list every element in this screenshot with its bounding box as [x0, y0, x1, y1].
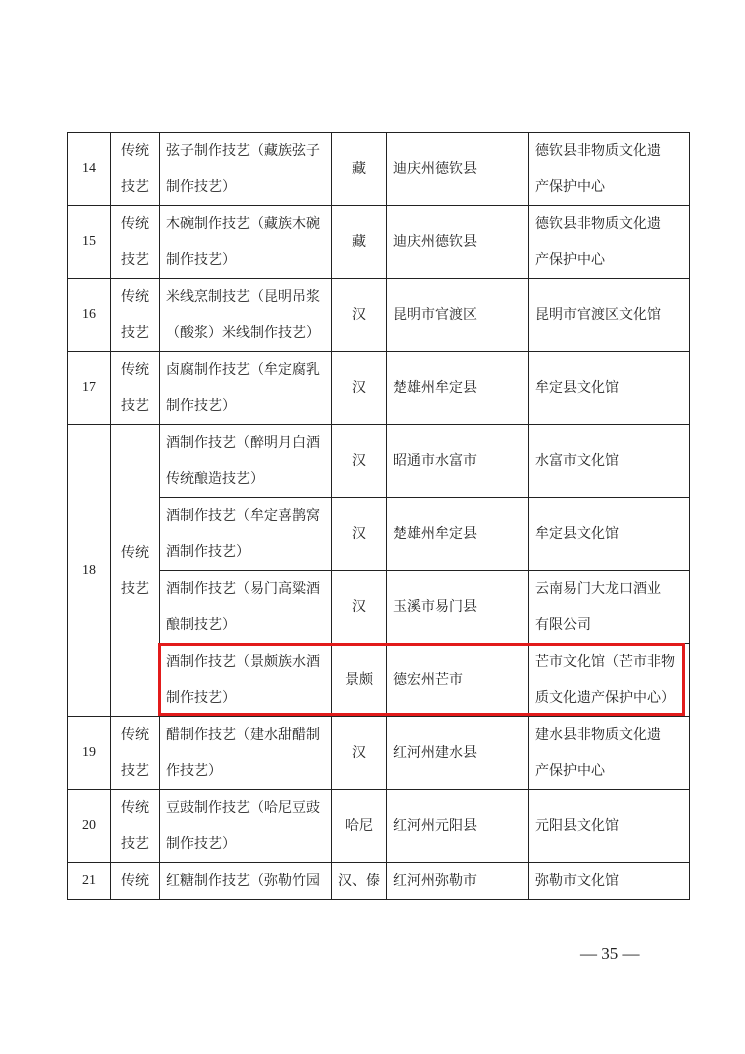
item-name-cell-line: 醋制作技艺（建水甜醋制	[166, 727, 320, 743]
category-cell-line: 传统	[121, 544, 149, 561]
item-name-cell-line: 制作技艺）	[166, 836, 236, 852]
table-row	[68, 644, 690, 717]
ethnicity-cell: 汉	[332, 352, 387, 425]
region-cell: 昭通市水富市	[387, 425, 529, 498]
row-number: 20	[68, 790, 111, 863]
item-name-cell-line: 制作技艺）	[166, 398, 236, 414]
category-cell-line: 技艺	[121, 179, 149, 195]
category-cell-line: 技艺	[121, 836, 149, 852]
region-cell: 德宏州芒市	[387, 644, 529, 717]
item-name-cell-line: 米线烹制技艺（昆明吊浆	[166, 289, 320, 305]
table-row	[68, 425, 690, 498]
item-name-cell-line: 制作技艺）	[166, 252, 236, 268]
item-name-cell	[160, 571, 332, 644]
unit-cell-line: 产保护中心	[535, 179, 605, 195]
ethnicity-cell: 藏	[332, 133, 387, 206]
item-name-cell-line: 卤腐制作技艺（牟定腐乳	[166, 362, 320, 378]
unit-cell	[529, 571, 690, 644]
ethnicity-cell: 景颇	[332, 644, 387, 717]
unit-cell	[529, 352, 690, 425]
row-number: 18	[68, 425, 111, 717]
ethnicity-cell: 哈尼	[332, 790, 387, 863]
table-row	[68, 498, 690, 571]
unit-cell	[529, 206, 690, 279]
table-row	[68, 790, 690, 863]
item-name-cell-line: 豆豉制作技艺（哈尼豆豉	[166, 800, 320, 816]
unit-cell	[529, 133, 690, 206]
item-name-cell-line: （酸浆）米线制作技艺）	[166, 325, 320, 341]
unit-cell-line: 建水县非物质文化遗	[535, 727, 661, 743]
unit-cell-line: 水富市文化馆	[535, 453, 619, 469]
row-number: 16	[68, 279, 111, 352]
item-name-cell	[160, 206, 332, 279]
item-name-cell-line: 红糖制作技艺（弥勒竹园	[166, 873, 320, 889]
item-name-cell	[160, 644, 332, 717]
unit-cell-line: 牟定县文化馆	[535, 526, 619, 542]
item-name-cell	[160, 717, 332, 790]
item-name-cell	[160, 425, 332, 498]
category-cell-line: 技艺	[121, 763, 149, 779]
table-row	[68, 206, 690, 279]
unit-cell-line: 产保护中心	[535, 252, 605, 268]
item-name-cell	[160, 133, 332, 206]
unit-cell-line: 元阳县文化馆	[535, 818, 619, 834]
item-name-cell	[160, 863, 332, 900]
table-body	[68, 133, 690, 900]
ethnicity-cell: 汉	[332, 425, 387, 498]
ethnicity-cell: 汉	[332, 717, 387, 790]
category-cell-line: 技艺	[121, 398, 149, 414]
table-row	[68, 279, 690, 352]
region-cell: 红河州建水县	[387, 717, 529, 790]
category-cell	[111, 352, 160, 425]
region-cell: 楚雄州牟定县	[387, 498, 529, 571]
item-name-cell-line: 酒制作技艺（醉明月白酒	[166, 435, 320, 451]
row-number: 14	[68, 133, 111, 206]
unit-cell-line: 云南易门大龙口酒业	[535, 581, 661, 597]
unit-cell-line: 产保护中心	[535, 763, 605, 779]
table-row	[68, 352, 690, 425]
category-cell-line: 技艺	[121, 325, 149, 341]
unit-cell	[529, 863, 690, 900]
category-cell-line: 传统	[121, 727, 149, 743]
ethnicity-cell: 汉	[332, 571, 387, 644]
category-cell	[111, 425, 160, 717]
region-cell: 迪庆州德钦县	[387, 133, 529, 206]
heritage-table	[67, 132, 690, 900]
region-cell: 红河州弥勒市	[387, 863, 529, 900]
item-name-cell-line: 弦子制作技艺（藏族弦子	[166, 143, 320, 159]
table-row	[68, 863, 690, 900]
category-cell-line: 传统	[121, 216, 149, 232]
item-name-cell-line: 传统酿造技艺）	[166, 471, 264, 487]
unit-cell-line: 昆明市官渡区文化馆	[535, 307, 661, 323]
category-cell-line: 技艺	[121, 252, 149, 268]
item-name-cell-line: 酒制作技艺（易门高粱酒	[166, 581, 320, 597]
row-number: 19	[68, 717, 111, 790]
category-cell	[111, 790, 160, 863]
unit-cell	[529, 425, 690, 498]
ethnicity-cell: 汉	[332, 279, 387, 352]
item-name-cell-line: 制作技艺）	[166, 179, 236, 195]
unit-cell-line: 质文化遗产保护中心）	[535, 690, 675, 706]
item-name-cell-line: 酒制作技艺）	[166, 544, 250, 560]
unit-cell	[529, 279, 690, 352]
unit-cell-line: 德钦县非物质文化遗	[535, 216, 661, 232]
item-name-cell-line: 制作技艺）	[166, 690, 236, 706]
row-number: 15	[68, 206, 111, 279]
region-cell: 迪庆州德钦县	[387, 206, 529, 279]
category-cell-line: 技艺	[121, 580, 149, 597]
unit-cell-line: 有限公司	[535, 617, 591, 633]
category-cell-line: 传统	[121, 143, 149, 159]
row-number: 17	[68, 352, 111, 425]
category-cell	[111, 717, 160, 790]
item-name-cell-line: 木碗制作技艺（藏族木碗	[166, 216, 320, 232]
item-name-cell-line: 酒制作技艺（景颇族水酒	[166, 654, 320, 670]
category-cell-line: 传统	[121, 362, 149, 378]
table-row	[68, 717, 690, 790]
ethnicity-cell: 汉	[332, 498, 387, 571]
category-cell	[111, 133, 160, 206]
unit-cell	[529, 717, 690, 790]
page-number: — 35 —	[580, 944, 640, 963]
category-cell-line: 传统	[121, 289, 149, 305]
category-cell	[111, 206, 160, 279]
category-cell	[111, 279, 160, 352]
unit-cell-line: 芒市文化馆（芒市非物	[535, 654, 675, 670]
item-name-cell	[160, 498, 332, 571]
row-number: 21	[68, 863, 111, 900]
item-name-cell	[160, 790, 332, 863]
category-cell	[111, 863, 160, 900]
category-cell-line: 传统	[121, 873, 149, 889]
region-cell: 玉溪市易门县	[387, 571, 529, 644]
item-name-cell-line: 酿制技艺）	[166, 617, 236, 633]
item-name-cell-line: 酒制作技艺（牟定喜鹊窝	[166, 508, 320, 524]
unit-cell	[529, 498, 690, 571]
unit-cell	[529, 644, 690, 717]
ethnicity-cell: 藏	[332, 206, 387, 279]
region-cell: 楚雄州牟定县	[387, 352, 529, 425]
region-cell: 昆明市官渡区	[387, 279, 529, 352]
region-cell: 红河州元阳县	[387, 790, 529, 863]
unit-cell	[529, 790, 690, 863]
table-row	[68, 571, 690, 644]
item-name-cell-line: 作技艺）	[166, 763, 222, 779]
unit-cell-line: 弥勒市文化馆	[535, 873, 619, 889]
unit-cell-line: 牟定县文化馆	[535, 380, 619, 396]
ethnicity-cell: 汉、傣	[332, 863, 387, 900]
item-name-cell	[160, 279, 332, 352]
unit-cell-line: 德钦县非物质文化遗	[535, 143, 661, 159]
table-row	[68, 133, 690, 206]
item-name-cell	[160, 352, 332, 425]
category-cell-line: 传统	[121, 800, 149, 816]
